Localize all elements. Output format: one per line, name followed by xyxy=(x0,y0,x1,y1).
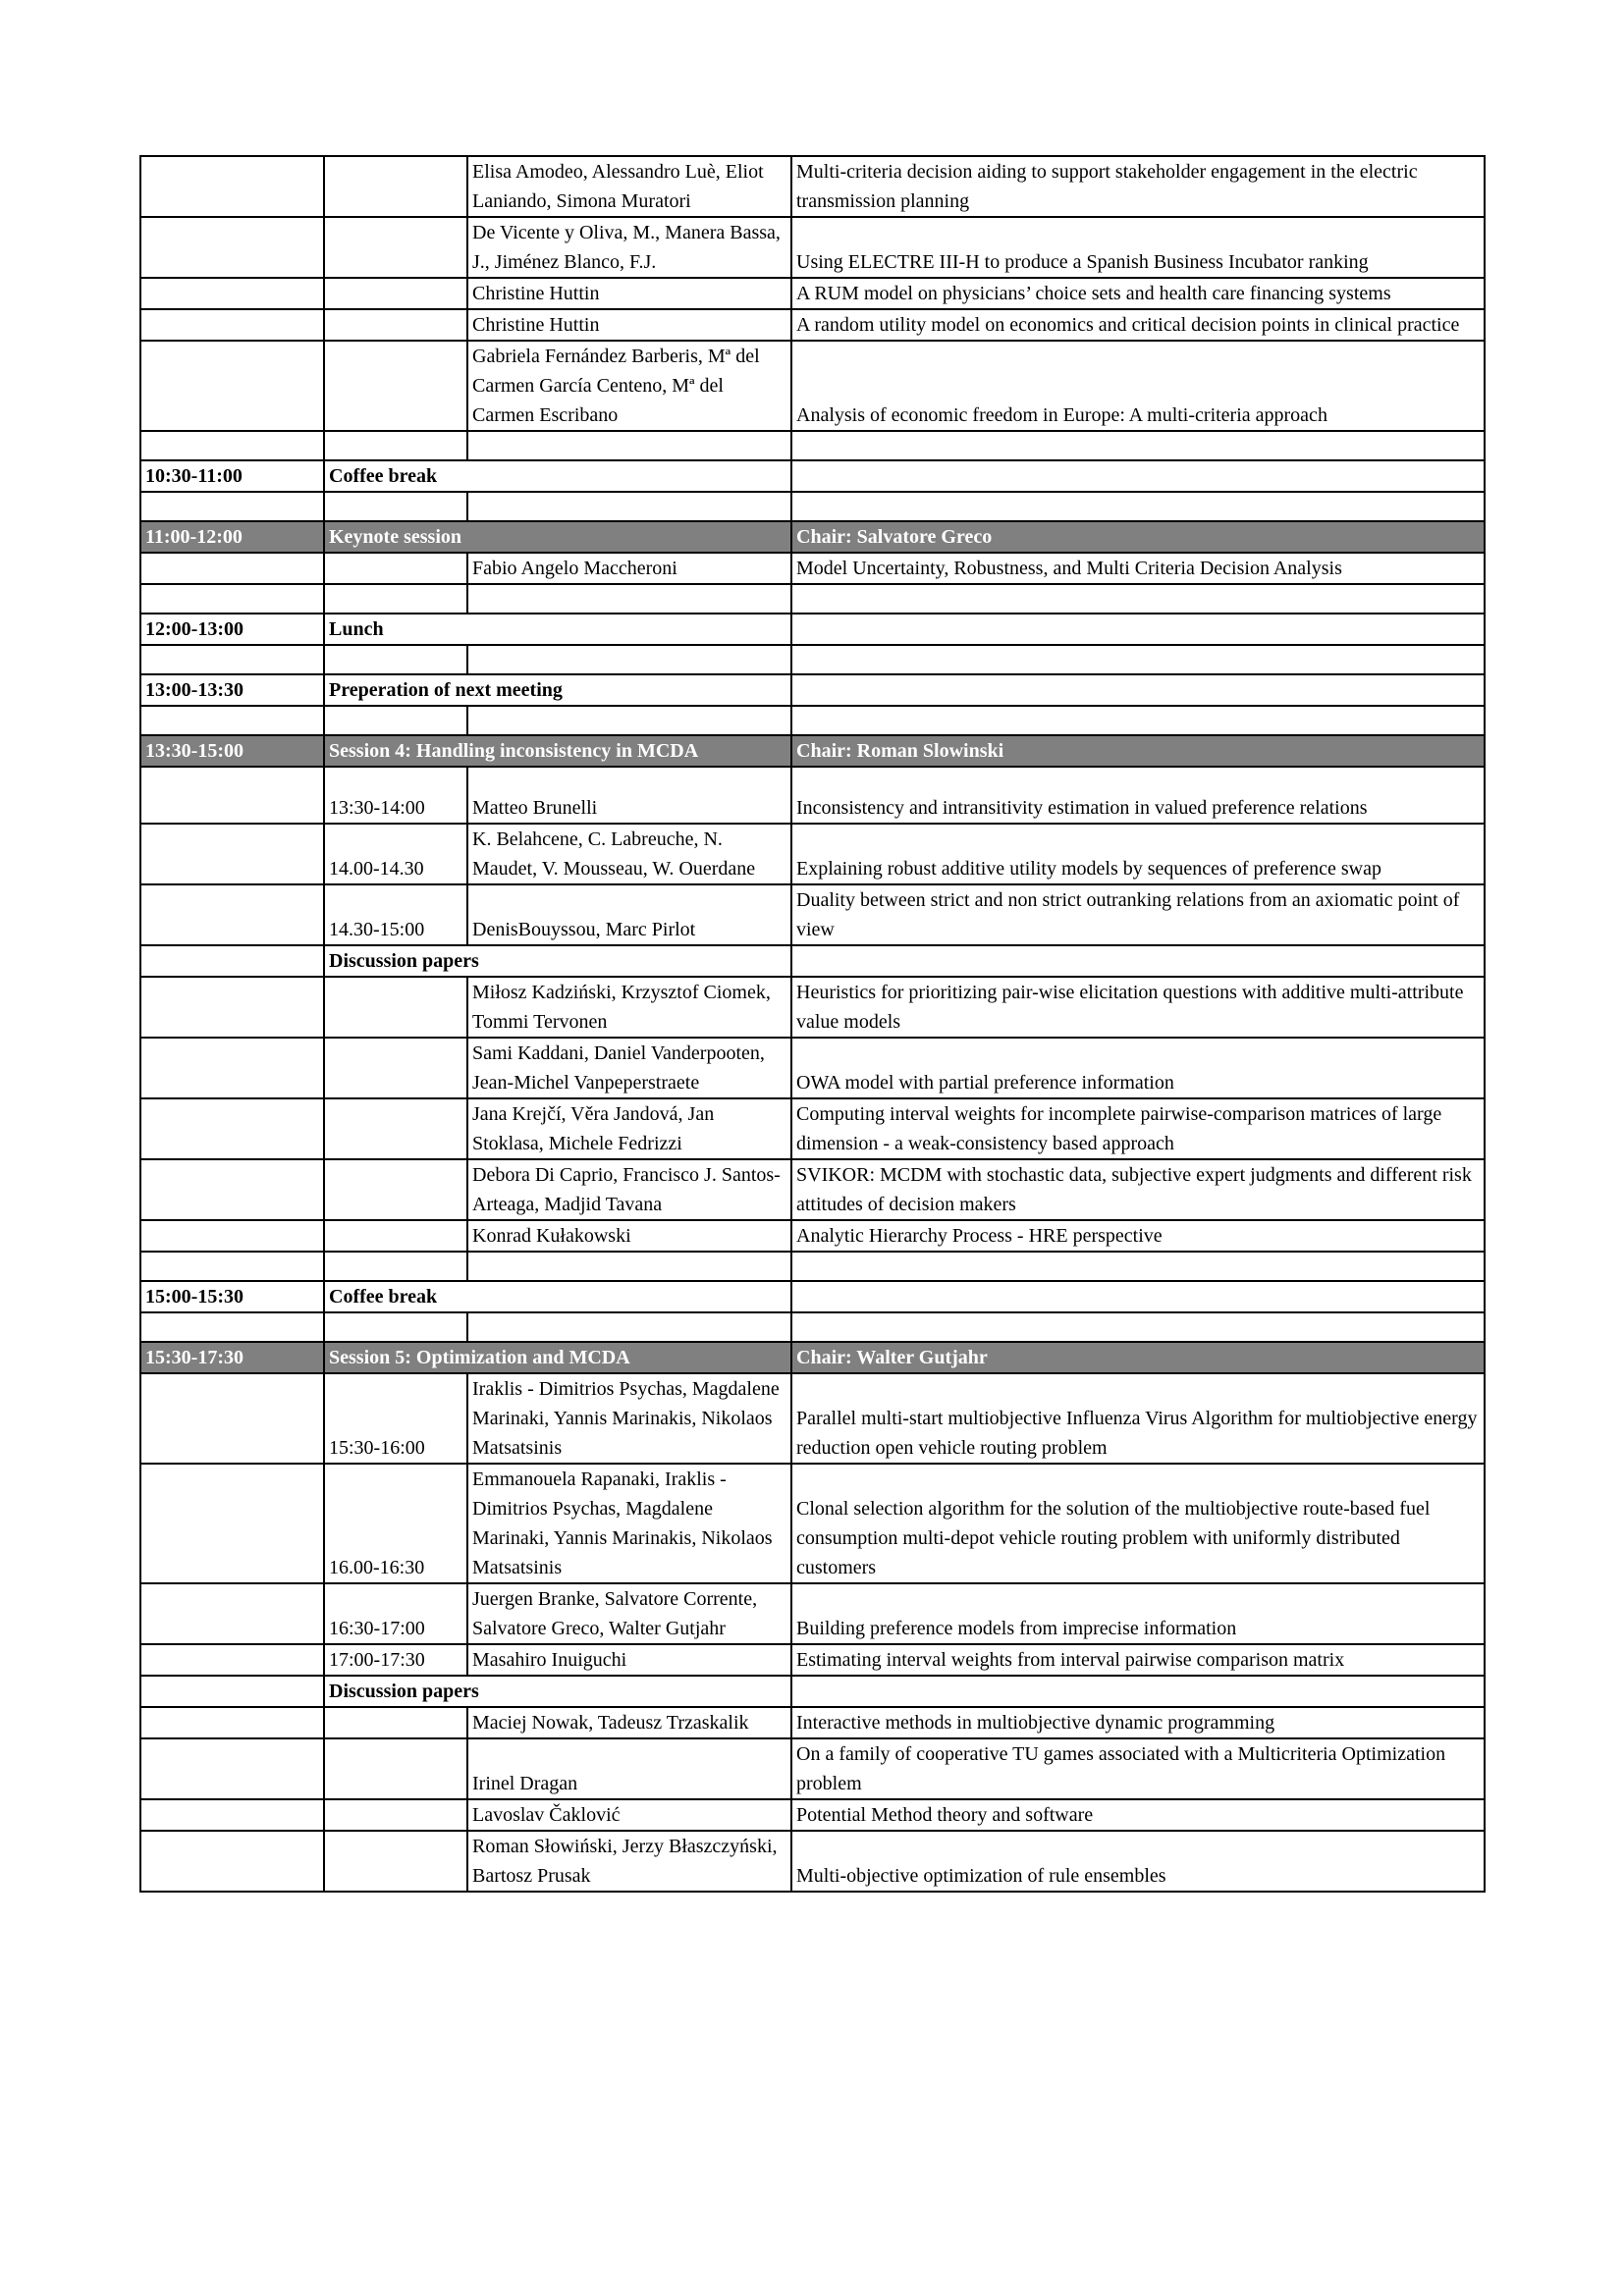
paper-title: Clonal selection algorithm for the solution of the multiobjective route-based fuel consumption multi-depot vehicle routing problem with uniformly distributed customers xyxy=(791,1464,1485,1583)
paper-authors: Elisa Amodeo, Alessandro Luè, Eliot Laniando, Simona Muratori xyxy=(467,156,791,217)
paper-authors: Miłosz Kadziński, Krzysztof Ciomek, Tommi Tervonen xyxy=(467,977,791,1038)
empty-cell xyxy=(791,1281,1485,1312)
paper-title: Inconsistency and intransitivity estimation in valued preference relations xyxy=(791,767,1485,824)
session-header-row xyxy=(140,521,1485,553)
talk-time xyxy=(324,1707,467,1738)
empty-cell xyxy=(791,1676,1485,1707)
paper-title: SVIKOR: MCDM with stochastic data, subjective expert judgments and different risk attitudes of decision makers xyxy=(791,1159,1485,1220)
session-title: Session 5: Optimization and MCDA xyxy=(324,1342,791,1373)
paper-title: Multi-criteria decision aiding to support stakeholder engagement in the electric transmission planning xyxy=(791,156,1485,217)
empty-cell xyxy=(324,492,467,521)
paper-authors: Fabio Angelo Maccheroni xyxy=(467,553,791,584)
talk-time xyxy=(324,309,467,341)
empty-cell xyxy=(791,431,1485,460)
empty-cell xyxy=(140,945,324,977)
empty-cell xyxy=(324,706,467,735)
paper-row xyxy=(140,977,1485,1038)
paper-title: Duality between strict and non strict outranking relations from an axiomatic point of view xyxy=(791,884,1485,945)
paper-authors: DenisBouyssou, Marc Pirlot xyxy=(467,884,791,945)
session-chair: Chair: Salvatore Greco xyxy=(791,521,1485,553)
time-slot: 13:00-13:30 xyxy=(140,674,324,706)
talk-time xyxy=(324,217,467,278)
paper-row xyxy=(140,1373,1485,1464)
paper-title: Estimating interval weights from interval pairwise comparison matrix xyxy=(791,1644,1485,1676)
talk-time xyxy=(324,278,467,309)
subsection-label: Discussion papers xyxy=(324,945,791,977)
paper-title: On a family of cooperative TU games associated with a Multicriteria Optimization problem xyxy=(791,1738,1485,1799)
empty-cell xyxy=(467,1252,791,1281)
time-slot xyxy=(140,1799,324,1831)
paper-authors: Irinel Dragan xyxy=(467,1738,791,1799)
talk-time: 16:30-17:00 xyxy=(324,1583,467,1644)
spacer-row xyxy=(140,492,1485,521)
empty-cell xyxy=(324,1312,467,1342)
empty-cell xyxy=(791,645,1485,674)
time-slot: 12:00-13:00 xyxy=(140,614,324,645)
paper-title: Interactive methods in multiobjective dynamic programming xyxy=(791,1707,1485,1738)
paper-title: Analytic Hierarchy Process - HRE perspective xyxy=(791,1220,1485,1252)
paper-row xyxy=(140,1220,1485,1252)
time-slot xyxy=(140,1707,324,1738)
paper-row xyxy=(140,217,1485,278)
paper-title: Explaining robust additive utility models by sequences of preference swap xyxy=(791,824,1485,884)
break-row xyxy=(140,1281,1485,1312)
paper-title: Heuristics for prioritizing pair-wise elicitation questions with additive multi-attribute value models xyxy=(791,977,1485,1038)
paper-authors: Roman Słowiński, Jerzy Błaszczyński, Bartosz Prusak xyxy=(467,1831,791,1892)
spacer-row xyxy=(140,706,1485,735)
empty-cell xyxy=(140,431,324,460)
empty-cell xyxy=(140,492,324,521)
paper-authors: K. Belahcene, C. Labreuche, N. Maudet, V. Mousseau, W. Ouerdane xyxy=(467,824,791,884)
break-label: Coffee break xyxy=(324,1281,791,1312)
session-header-row xyxy=(140,1342,1485,1373)
discussion-papers-row xyxy=(140,1676,1485,1707)
paper-row xyxy=(140,278,1485,309)
time-slot xyxy=(140,977,324,1038)
subsection-label: Discussion papers xyxy=(324,1676,791,1707)
time-slot xyxy=(140,1373,324,1464)
paper-title: A random utility model on economics and critical decision points in clinical practice xyxy=(791,309,1485,341)
paper-row xyxy=(140,1098,1485,1159)
empty-cell xyxy=(140,1676,324,1707)
paper-authors: Iraklis - Dimitrios Psychas, Magdalene Marinaki, Yannis Marinakis, Nikolaos Matsatsinis xyxy=(467,1373,791,1464)
talk-time: 14.30-15:00 xyxy=(324,884,467,945)
time-slot xyxy=(140,1159,324,1220)
paper-row xyxy=(140,1464,1485,1583)
empty-cell xyxy=(791,1312,1485,1342)
break-row xyxy=(140,674,1485,706)
empty-cell xyxy=(140,706,324,735)
paper-authors: Lavoslav Čaklović xyxy=(467,1799,791,1831)
break-label: Coffee break xyxy=(324,460,791,492)
paper-title: Model Uncertainty, Robustness, and Multi Criteria Decision Analysis xyxy=(791,553,1485,584)
time-slot xyxy=(140,278,324,309)
talk-time xyxy=(324,156,467,217)
paper-row xyxy=(140,1644,1485,1676)
paper-authors: Juergen Branke, Salvatore Corrente, Salvatore Greco, Walter Gutjahr xyxy=(467,1583,791,1644)
session-title: Keynote session xyxy=(324,521,791,553)
talk-time: 13:30-14:00 xyxy=(324,767,467,824)
talk-time xyxy=(324,341,467,431)
paper-row xyxy=(140,553,1485,584)
empty-cell xyxy=(791,584,1485,614)
time-slot xyxy=(140,824,324,884)
empty-cell xyxy=(467,706,791,735)
paper-row xyxy=(140,156,1485,217)
time-slot xyxy=(140,1098,324,1159)
empty-cell xyxy=(791,706,1485,735)
empty-cell xyxy=(467,1312,791,1342)
spacer-row xyxy=(140,1312,1485,1342)
empty-cell xyxy=(324,645,467,674)
empty-cell xyxy=(140,1252,324,1281)
time-slot xyxy=(140,767,324,824)
break-label: Preperation of next meeting xyxy=(324,674,791,706)
paper-authors: Debora Di Caprio, Francisco J. Santos-Arteaga, Madjid Tavana xyxy=(467,1159,791,1220)
session-chair: Chair: Roman Slowinski xyxy=(791,735,1485,767)
empty-cell xyxy=(324,584,467,614)
talk-time: 14.00-14.30 xyxy=(324,824,467,884)
empty-cell xyxy=(791,945,1485,977)
paper-row xyxy=(140,1583,1485,1644)
empty-cell xyxy=(467,584,791,614)
spacer-row xyxy=(140,584,1485,614)
empty-cell xyxy=(140,1312,324,1342)
time-slot xyxy=(140,341,324,431)
paper-authors: Christine Huttin xyxy=(467,278,791,309)
talk-time: 16.00-16:30 xyxy=(324,1464,467,1583)
session-time: 13:30-15:00 xyxy=(140,735,324,767)
discussion-papers-row xyxy=(140,945,1485,977)
empty-cell xyxy=(791,460,1485,492)
spacer-row xyxy=(140,1252,1485,1281)
talk-time: 15:30-16:00 xyxy=(324,1373,467,1464)
empty-cell xyxy=(467,431,791,460)
time-slot xyxy=(140,884,324,945)
empty-cell xyxy=(324,1252,467,1281)
time-slot xyxy=(140,1644,324,1676)
time-slot xyxy=(140,553,324,584)
empty-cell xyxy=(140,645,324,674)
talk-time xyxy=(324,1159,467,1220)
paper-row xyxy=(140,1038,1485,1098)
time-slot: 15:00-15:30 xyxy=(140,1281,324,1312)
session-chair: Chair: Walter Gutjahr xyxy=(791,1342,1485,1373)
empty-cell xyxy=(791,674,1485,706)
time-slot xyxy=(140,1464,324,1583)
time-slot xyxy=(140,1831,324,1892)
spacer-row xyxy=(140,431,1485,460)
empty-cell xyxy=(140,584,324,614)
time-slot xyxy=(140,217,324,278)
paper-row xyxy=(140,1831,1485,1892)
schedule-table xyxy=(139,155,1486,1893)
paper-title: Building preference models from imprecise information xyxy=(791,1583,1485,1644)
paper-title: Computing interval weights for incomplete pairwise-comparison matrices of large dimension - a weak-consistency based approach xyxy=(791,1098,1485,1159)
paper-authors: De Vicente y Oliva, M., Manera Bassa, J., Jiménez Blanco, F.J. xyxy=(467,217,791,278)
talk-time xyxy=(324,1038,467,1098)
empty-cell xyxy=(324,431,467,460)
paper-title: Potential Method theory and software xyxy=(791,1799,1485,1831)
session-title: Session 4: Handling inconsistency in MCDA xyxy=(324,735,791,767)
paper-title: Multi-objective optimization of rule ensembles xyxy=(791,1831,1485,1892)
paper-row xyxy=(140,1159,1485,1220)
session-time: 11:00-12:00 xyxy=(140,521,324,553)
paper-row xyxy=(140,341,1485,431)
empty-cell xyxy=(791,492,1485,521)
schedule-body xyxy=(140,156,1485,1892)
time-slot: 10:30-11:00 xyxy=(140,460,324,492)
time-slot xyxy=(140,1038,324,1098)
paper-title: Analysis of economic freedom in Europe: A multi-criteria approach xyxy=(791,341,1485,431)
talk-time xyxy=(324,1098,467,1159)
empty-cell xyxy=(467,645,791,674)
paper-row xyxy=(140,884,1485,945)
paper-title: Using ELECTRE III-H to produce a Spanish Business Incubator ranking xyxy=(791,217,1485,278)
empty-cell xyxy=(791,614,1485,645)
session-time: 15:30-17:30 xyxy=(140,1342,324,1373)
paper-row xyxy=(140,1707,1485,1738)
empty-cell xyxy=(791,1252,1485,1281)
talk-time xyxy=(324,1799,467,1831)
paper-title: Parallel multi-start multiobjective Influenza Virus Algorithm for multiobjective energy reduction open vehicle routing problem xyxy=(791,1373,1485,1464)
paper-authors: Sami Kaddani, Daniel Vanderpooten, Jean-Michel Vanpeperstraete xyxy=(467,1038,791,1098)
break-row xyxy=(140,460,1485,492)
paper-title: OWA model with partial preference information xyxy=(791,1038,1485,1098)
paper-row xyxy=(140,309,1485,341)
paper-row xyxy=(140,1799,1485,1831)
talk-time xyxy=(324,1738,467,1799)
talk-time xyxy=(324,1220,467,1252)
talk-time xyxy=(324,1831,467,1892)
paper-authors: Konrad Kułakowski xyxy=(467,1220,791,1252)
time-slot xyxy=(140,1738,324,1799)
talk-time: 17:00-17:30 xyxy=(324,1644,467,1676)
break-label: Lunch xyxy=(324,614,791,645)
paper-authors: Gabriela Fernández Barberis, Mª del Carmen García Centeno, Mª del Carmen Escribano xyxy=(467,341,791,431)
talk-time xyxy=(324,977,467,1038)
paper-title: A RUM model on physicians’ choice sets and health care financing systems xyxy=(791,278,1485,309)
paper-authors: Jana Krejčí, Věra Jandová, Jan Stoklasa, Michele Fedrizzi xyxy=(467,1098,791,1159)
time-slot xyxy=(140,1220,324,1252)
paper-row xyxy=(140,1738,1485,1799)
paper-authors: Christine Huttin xyxy=(467,309,791,341)
talk-time xyxy=(324,553,467,584)
paper-authors: Maciej Nowak, Tadeusz Trzaskalik xyxy=(467,1707,791,1738)
session-header-row xyxy=(140,735,1485,767)
paper-row xyxy=(140,824,1485,884)
paper-row xyxy=(140,767,1485,824)
paper-authors: Masahiro Inuiguchi xyxy=(467,1644,791,1676)
time-slot xyxy=(140,309,324,341)
break-row xyxy=(140,614,1485,645)
time-slot xyxy=(140,156,324,217)
paper-authors: Emmanouela Rapanaki, Iraklis - Dimitrios Psychas, Magdalene Marinaki, Yannis Marinakis, Nikolaos Matsatsinis xyxy=(467,1464,791,1583)
time-slot xyxy=(140,1583,324,1644)
paper-authors: Matteo Brunelli xyxy=(467,767,791,824)
spacer-row xyxy=(140,645,1485,674)
empty-cell xyxy=(467,492,791,521)
